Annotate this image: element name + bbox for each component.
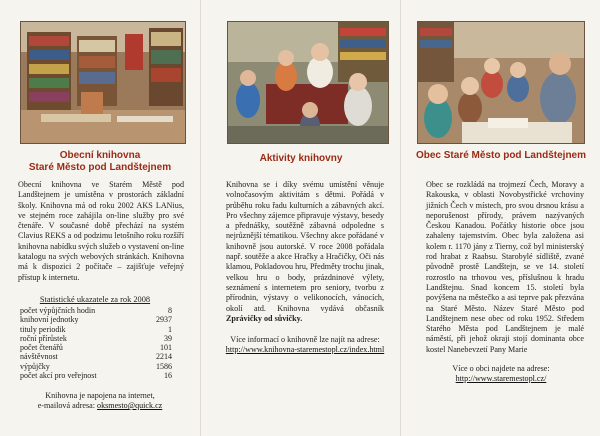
stats-label: počet výpůjčních hodin	[20, 306, 96, 315]
email-line	[22, 401, 178, 411]
municipality-description	[426, 180, 584, 355]
stats-value: 16	[164, 371, 172, 381]
library-title	[6, 150, 194, 174]
bulletin-name: Zprávičky od sůvičky.	[226, 313, 303, 323]
library-interior-photo	[20, 21, 186, 144]
stats-value: 8	[168, 306, 172, 315]
activities-contact	[221, 335, 389, 355]
internet-note: Knihovna je napojena na internet,	[45, 391, 155, 400]
stats-value: 39	[164, 333, 172, 343]
email-label: e-mailová adresa:	[37, 401, 96, 410]
stats-row	[20, 325, 172, 334]
stats-value: 101	[160, 343, 172, 353]
stats-label: roční přírůstek	[20, 333, 67, 343]
stats-row	[20, 343, 172, 352]
stats-table	[20, 306, 172, 380]
panel-library	[0, 0, 200, 436]
stats-row	[20, 334, 172, 343]
children-activity-photo	[227, 21, 389, 144]
library-description-text: Obecní knihovna ve Starém Městě pod Landštejnem je umístěna v prostorách základní školy. Knihovna má od roku 2002 AKS LANius, ve stejném roce zahájila on-line služby pro své čtenáře. V současné době přechází na systém Clavius REKS a od podzimu letošního roku rozšíří knihovna nabídku svých služeb o vystavení on-line katalogu na svých webových stránkách. Knihovna má k dispozici 2 počítače – zajišťuje veřejný přístup k internetu.	[18, 180, 184, 282]
activities-description	[226, 180, 384, 324]
stats-row	[20, 306, 172, 315]
email-link[interactable]: oksmesto@quick.cz	[97, 401, 163, 410]
stats-label: tituly periodik	[20, 324, 66, 334]
municipality-url-link[interactable]: http://www.staremestopl.cz/	[455, 374, 547, 383]
stats-label: výpůjčky	[20, 361, 50, 371]
library-title-line1: Obecní knihovna	[59, 150, 141, 161]
panel-activities	[200, 0, 401, 436]
municipality-text: Obec se rozkládá na trojmezí Čech, Moravy a Rakouska, v oblasti Novobystřické vrchoviny jižních Čech v místech, pro svou drsnou krásu a neporušenost přírody, právem nazývaných Českou Kanadou. Počátky historie obce jsou zahaleny tajemstvím. Obec byla založena asi kolem r. 1170 jány z Tierny, což byl ministerský rod hrabat z Raabsu. Starobylé sídliště, zvané původně prostě Landštejn, se ve 14. století rozrostlo na trhovou ves, příslušnou k hradu Landštejnu. Snad koncem 15. století byla povýšena na městečko a asi teprve pak přezvána na Staré Město. Název Staré Město pod Landštejnem nese obec od roku 1952. Středem Starého Města pod Landštejnem je malé náměstí, při jehož okraji stojí dominanta obce kostel Nanebevzetí Pany Marie	[426, 180, 584, 354]
more-info-note: Více informací o knihovně lze najít na adrese:	[230, 335, 380, 344]
stats-label: počet čtenářů	[20, 343, 63, 353]
reading-group-photo	[417, 21, 585, 144]
activities-text	[226, 180, 384, 324]
library-title-line2: Staré Město pod Landštejnem	[28, 162, 172, 173]
library-url-link[interactable]: http://www.knihovna-staremestopl.cz/index.html	[225, 345, 385, 354]
municipality-title: Obec Staré Město pod Landštejnem	[415, 150, 587, 161]
stats-label: počet akcí pro veřejnost	[20, 371, 97, 381]
activities-title: Aktivity knihovny	[259, 153, 343, 164]
stats-label: návštěvnost	[20, 352, 58, 362]
stats-heading: Statistické ukazatele za rok 2008	[39, 295, 151, 304]
municipality-contact	[425, 364, 577, 384]
stats-row	[20, 362, 172, 371]
stats-value: 1586	[156, 361, 172, 371]
panel-municipality	[400, 0, 600, 436]
stats-label: knihovní jednotky	[20, 315, 79, 325]
stats-row	[20, 352, 172, 361]
stats-row	[20, 315, 172, 324]
stats-value: 2937	[156, 315, 172, 325]
activities-body: Knihovna se i díky svému umístění věnuje volnočasovým aktivitám s dětmi. Pořádá v průběhu roku řadu kulturních a zábavných akcí. Pro všechny zájemce připravuje výstavy, besedy a přednášky, soutěžně zábavná odpoledne s nejrůznější tématikou. Všechny akce pořádané v knihovně jsou autorské. V roce 2008 pořádala např. soutěže a akce Hračky a Hračičky, Oči nás klamou, Pokladovou hru, Předměty trochu jinak, velkou hru o body, prázdninové výlety, seznámení s internetem pro seniory, tvorbu z přírodnin, výstavy o velikonocích, vánocích, okolí atd. Knihovna vydává občasník	[226, 180, 384, 313]
library-description	[18, 180, 184, 283]
stats-value: 2214	[156, 352, 172, 362]
stats-value: 1	[168, 324, 172, 334]
municipality-info-note: Více o obci najdete na adrese:	[452, 364, 550, 373]
stats-row	[20, 371, 172, 380]
library-contact	[22, 391, 178, 411]
